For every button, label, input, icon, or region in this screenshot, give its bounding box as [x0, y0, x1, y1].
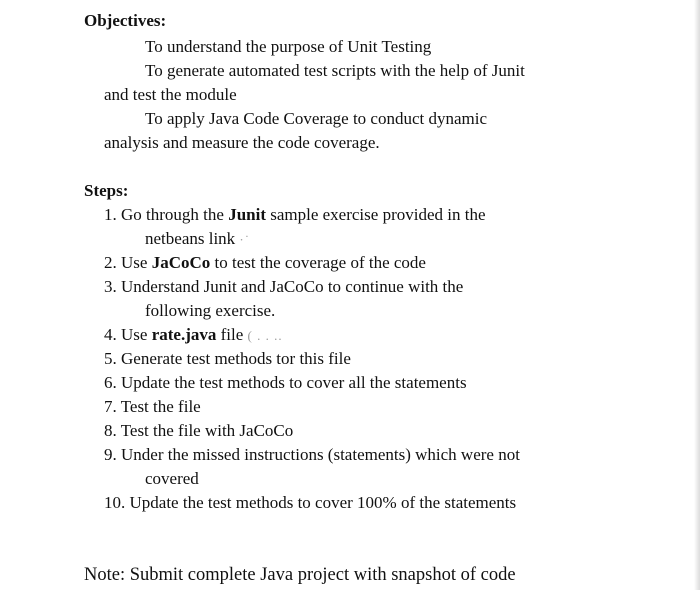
step-item-8 — [104, 421, 293, 441]
step-item-2 — [104, 253, 426, 273]
steps-heading: Steps: — [84, 181, 129, 200]
step-text-bold: JaCoCo — [151, 253, 211, 272]
objective-item-3-continuation: analysis and measure the code coverage. — [104, 133, 380, 152]
objective-item-2-continuation: and test the module — [104, 85, 237, 104]
step-text-pre: Update the test methods to cover all the statements — [121, 373, 467, 392]
step-item-4 — [104, 325, 283, 346]
step-number: 1. — [104, 205, 117, 224]
step-item-6 — [104, 373, 467, 393]
step-number: 10. — [104, 493, 126, 512]
step-text-pre: Generate test methods tor this file — [121, 349, 351, 368]
step-item-10 — [104, 493, 516, 513]
step-item-7 — [104, 397, 201, 417]
objective-item-3: To apply Java Code Coverage to conduct dynamic — [145, 109, 488, 128]
step-text-pre: Test the file — [120, 397, 201, 416]
netbeans-link-text: netbeans link — [145, 229, 236, 248]
step-number: 8. — [104, 421, 117, 440]
step-text-post: sample exercise provided in the — [265, 205, 486, 224]
step-number: 3. — [104, 277, 117, 296]
step-text-post: to test the coverage of the code — [210, 253, 426, 272]
step-number: 6. — [104, 373, 117, 392]
step-item-9-continuation: covered — [145, 469, 199, 488]
step-item-3-continuation: following exercise. — [145, 301, 276, 320]
step-number: 7. — [104, 397, 117, 416]
objectives-heading: Objectives: — [84, 11, 167, 30]
illegible-link-mark: ·˙ — [239, 232, 251, 247]
step-text-bold: Junit — [228, 205, 266, 224]
step-text-post: file — [216, 325, 244, 344]
submission-note: Note: Submit complete Java project with snapshot of code — [84, 565, 516, 585]
step-item-9 — [104, 445, 520, 465]
step-text-pre: Use — [121, 253, 152, 272]
step-text-pre: Under the missed instructions (statements) which were not — [121, 445, 520, 464]
step-text-pre: Go through the — [121, 205, 229, 224]
illegible-trailing-mark: ( . . .. — [247, 328, 283, 343]
step-number: 2. — [104, 253, 117, 272]
step-item-5 — [104, 349, 351, 369]
step-number: 9. — [104, 445, 117, 464]
page-edge-shadow — [694, 0, 700, 590]
step-text-pre: Use — [121, 325, 152, 344]
step-number: 4. — [104, 325, 117, 344]
step-text-pre: Test the file with JaCoCo — [120, 421, 294, 440]
step-item-1-continuation — [145, 229, 250, 250]
step-text-pre: Update the test methods to cover 100% of the statements — [129, 493, 517, 512]
step-text-bold: rate.java — [151, 325, 217, 344]
objective-item-2: To generate automated test scripts with the help of Junit — [145, 61, 525, 80]
step-item-3 — [104, 277, 463, 297]
step-item-1 — [104, 205, 486, 225]
step-text-pre: Understand Junit and JaCoCo to continue with the — [121, 277, 464, 296]
objective-item-1: To understand the purpose of Unit Testing — [145, 37, 432, 56]
step-number: 5. — [104, 349, 117, 368]
